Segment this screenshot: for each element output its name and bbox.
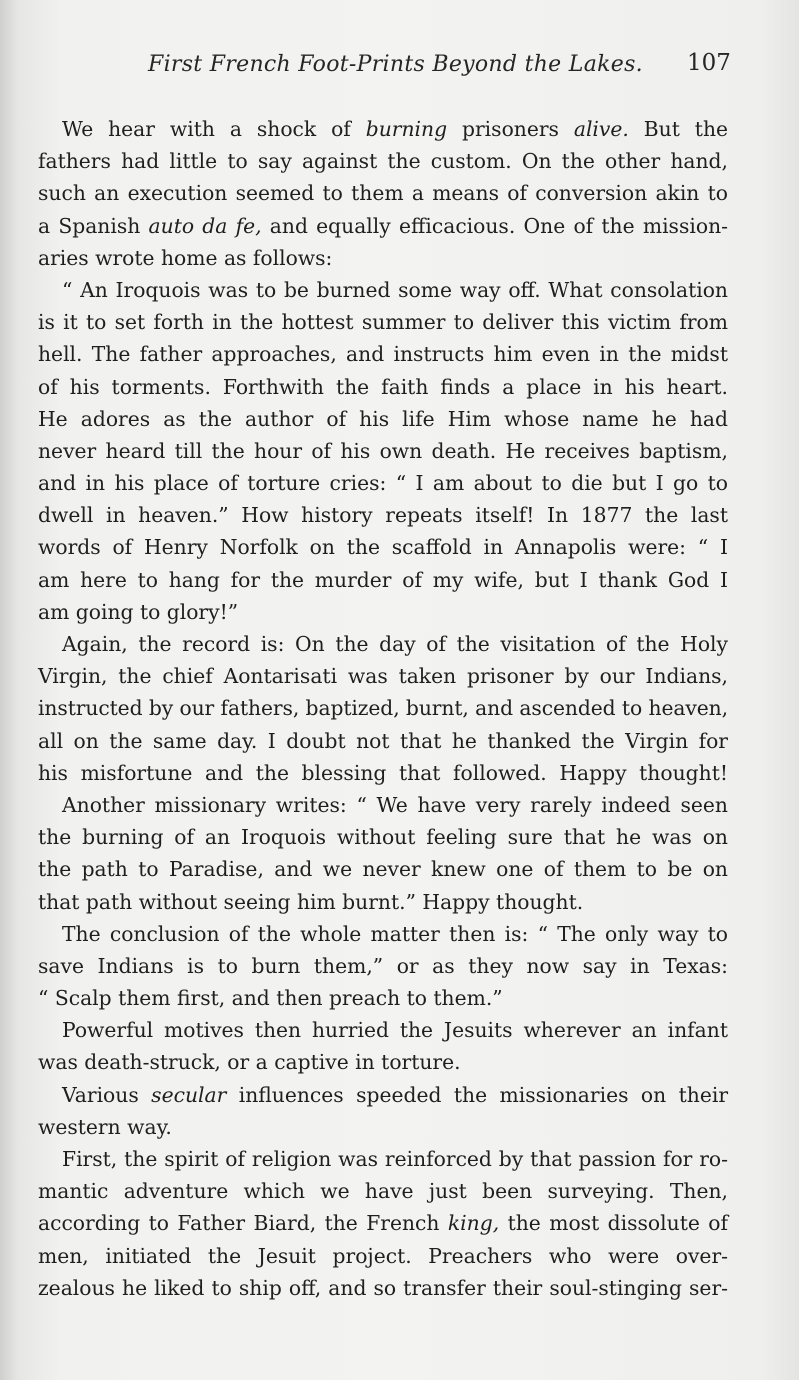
text-line: a Spanish auto da fe, and equally efficacious. One of the mission- [38,213,728,238]
text-line: aries wrote home as follows: [38,245,333,270]
page-number: 107 [687,50,731,76]
text-line: western way. [38,1114,172,1139]
text-line: am here to hang for the murder of my wife, but I thank God I [38,567,728,592]
text-line: First, the spirit of religion was reinforced by that passion for ro- [62,1147,728,1171]
text-line: men, initiated the Jesuit project. Preachers who were over- [38,1243,728,1268]
text-line: such an execution seemed to them a means of conversion akin to [38,181,728,206]
text-line: is it to set forth in the hottest summer to deliver this victim from [38,310,728,335]
text-line: Virgin, the chief Aontarisati was taken prisoner by our Indians, [38,664,728,689]
text-line: zealous he liked to ship off, and so transfer their soul-stinging ser- [38,1275,728,1300]
text-line: was death-struck, or a captive in torture. [38,1050,461,1075]
text-line: Another missionary writes: “ We have very rarely indeed seen [62,792,728,817]
text-line: and in his place of torture cries: “ I am about to die but I go to [38,471,728,496]
text-line: his misfortune and the blessing that followed. Happy thought! [38,760,728,785]
text-line: Powerful motives then hurried the Jesuits wherever an infant [62,1018,728,1043]
text-line: hell. The father approaches, and instructs him even in the midst [38,342,728,367]
text-line: “ An Iroquois was to be burned some way off. What consolation [62,277,728,302]
text-line: mantic adventure which we have just been surveying. Then, [38,1179,728,1204]
text-line: am going to glory!” [38,599,239,624]
page-header [0,52,799,84]
text-line: save Indians is to burn them,” or as they now say in Texas: [38,953,728,978]
text-line: according to Father Biard, the French king, the most dissolute of [38,1211,728,1236]
text-line: fathers had little to say against the custom. On the other hand, [38,149,728,174]
text-line: the path to Paradise, and we never knew one of them to be on [38,857,728,882]
text-line: We hear with a shock of burning prisoners alive. But the [62,117,729,141]
text-line: all on the same day. I doubt not that he thanked the Virgin for [38,728,728,753]
text-line: that path without seeing him burnt.” Happy thought. [38,889,584,914]
text-line: of his torments. Forthwith the faith finds a place in his heart. [38,374,728,399]
text-line: He adores as the author of his life Him whose name he had [38,406,728,431]
body-text [38,113,728,1304]
text-line: “ Scalp them first, and then preach to them.” [38,986,503,1011]
text-line: The conclusion of the whole matter then is: “ The only way to [62,921,728,946]
text-line: the burning of an Iroquois without feeling sure that he was on [38,825,728,850]
running-title: First French Foot-Prints Beyond the Lakes. [148,52,643,77]
text-line: Again, the record is: On the day of the visitation of the Holy [62,632,728,656]
text-line: words of Henry Norfolk on the scaffold in Annapolis were: “ I [38,535,728,560]
text-line: Various secular influences speeded the missionaries on their [62,1082,729,1107]
text-line: instructed by our fathers, baptized, burnt, and ascended to heaven, [38,696,728,721]
text-line: never heard till the hour of his own death. He receives baptism, [38,438,728,463]
text-line: dwell in heaven.” How history repeats itself! In 1877 the last [38,503,728,528]
